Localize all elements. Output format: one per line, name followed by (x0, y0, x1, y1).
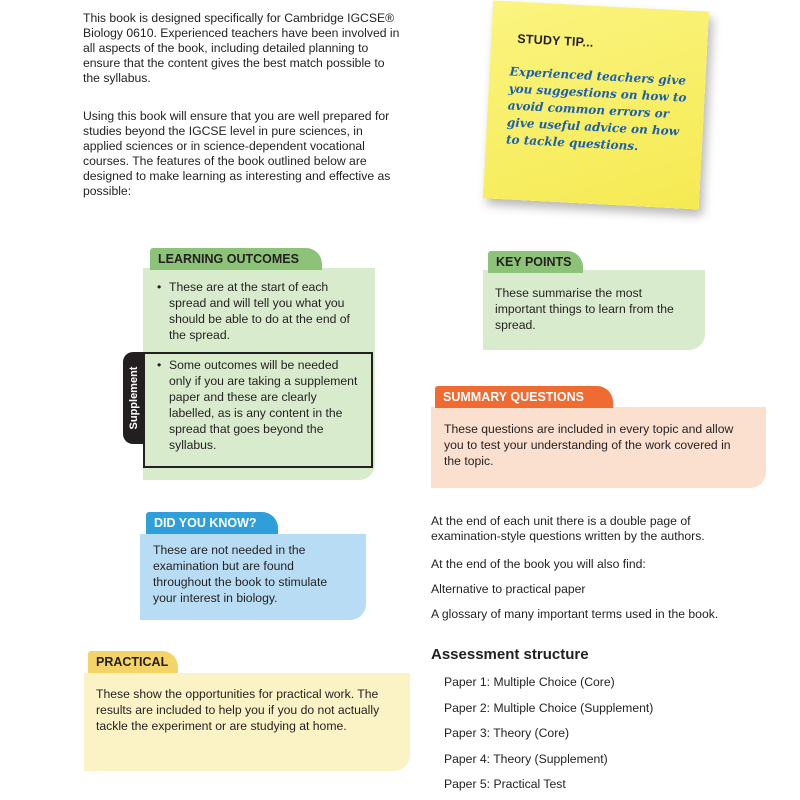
learning-outcomes-tab: LEARNING OUTCOMES (150, 248, 322, 270)
practical-tab: PRACTICAL (88, 651, 178, 673)
assessment-paper-3: Paper 3: Theory (Core) (444, 726, 570, 740)
assessment-paper-5: Paper 5: Practical Test (444, 777, 566, 791)
did-you-know-tab: DID YOU KNOW? (146, 512, 278, 534)
end-matter-line-3: Alternative to practical paper (431, 582, 586, 596)
supplement-label: Supplement (128, 366, 140, 430)
learning-outcomes-content (157, 279, 359, 343)
learning-outcome-bullet-2: • Some outcomes will be needed only if you are taking a supplement paper and these are clearly labelled, as is any content in the spread that goes beyond the syllabus. (157, 357, 363, 453)
supplement-label-tab (123, 352, 145, 444)
assessment-title: Assessment structure (431, 646, 589, 663)
assessment-paper-1: Paper 1: Multiple Choice (Core) (444, 675, 615, 689)
intro-paragraph-2: Using this book will ensure that you are well prepared for studies beyond the IGCSE level in pure sciences, in applied sciences or in science-dependent vocational courses. The features of the book outlined below are designed to make learning as interesting and effective as possible: (83, 109, 391, 198)
intro-paragraph-1: This book is designed specifically for Cambridge IGCSE® Biology 0610. Experienced teachers have been involved in all aspects of the book, including detailed planning to ensure that the content gives the best match possible to the syllabus. (83, 11, 400, 85)
study-tip-text: Experienced teachers give you suggestions on how to avoid common errors or give useful advice on how to tackle questions. (505, 64, 687, 154)
assessment-paper-2: Paper 2: Multiple Choice (Supplement) (444, 701, 654, 715)
summary-questions-tab: SUMMARY QUESTIONS (435, 386, 613, 408)
learning-outcomes-supplement-content (157, 357, 363, 453)
study-tip-note (483, 0, 709, 209)
end-matter-line-1: At the end of each unit there is a double page of examination-style questions written by the authors. (431, 514, 705, 543)
learning-outcome-bullet-1: • These are at the start of each spread and will tell you what you should be able to do at the end of the spread. (157, 279, 359, 343)
end-matter-line-4: A glossary of many important terms used in the book. (431, 607, 719, 621)
study-tip-title: STUDY TIP... (516, 31, 594, 50)
did-you-know-text: These are not needed in the examination but are found throughout the book to stimulate your interest in biology. (153, 543, 328, 605)
assessment-paper-4: Paper 4: Theory (Supplement) (444, 752, 608, 766)
key-points-text: These summarise the most important things to learn from the spread. (495, 286, 674, 332)
practical-text: These show the opportunities for practical work. The results are included to help you if you do not actually tackle the experiment or are studying at home. (96, 687, 380, 733)
key-points-tab: KEY POINTS (488, 251, 583, 273)
summary-questions-text: These questions are included in every topic and allow you to test your understanding of the work covered in the topic. (444, 422, 734, 468)
end-matter-line-2: At the end of the book you will also find: (431, 557, 646, 571)
